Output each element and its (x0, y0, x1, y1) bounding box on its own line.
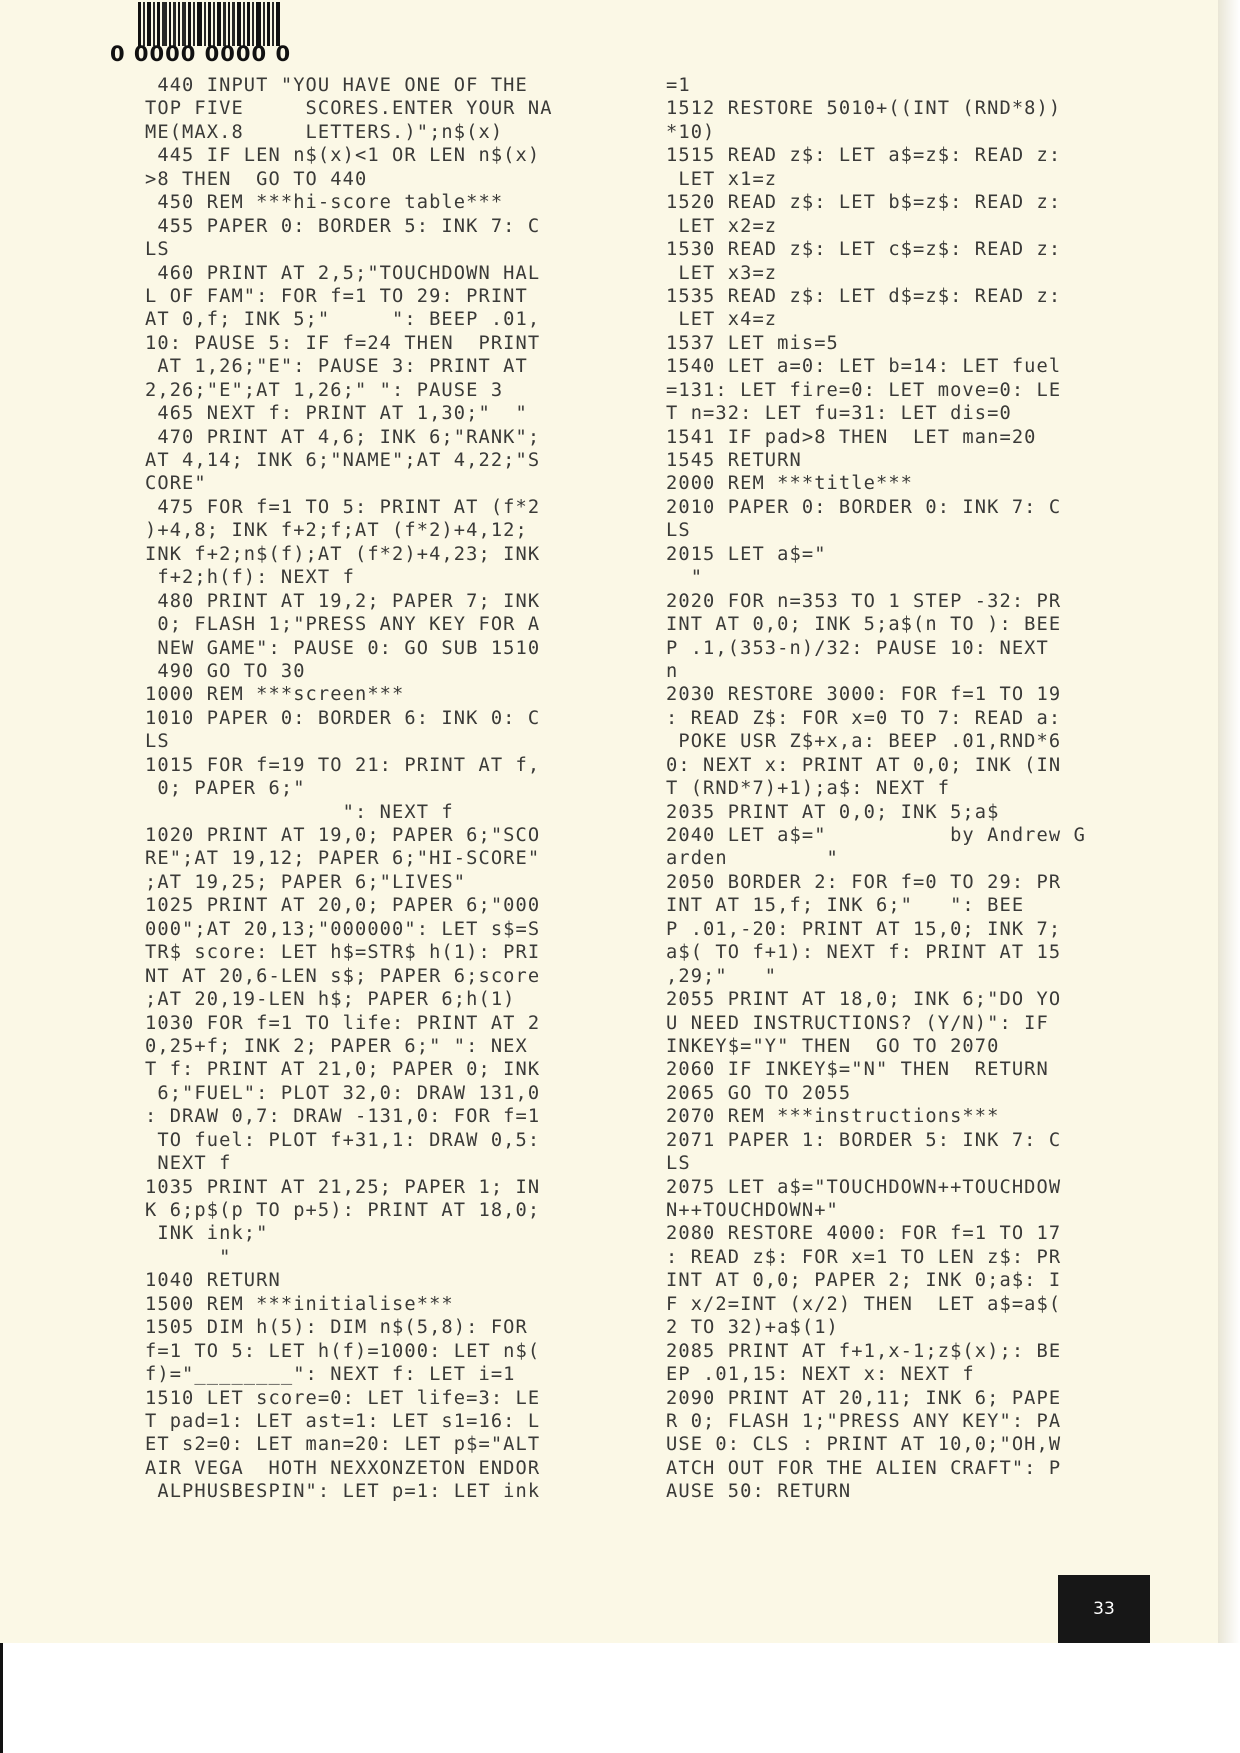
code-line: >8 THEN GO TO 440 (145, 168, 368, 190)
code-line: 6;"FUEL": PLOT 32,0: DRAW 131,0 (145, 1082, 541, 1104)
listing-column-left (145, 74, 625, 1504)
code-line: NEXT f (145, 1153, 232, 1175)
barcode-bar (193, 2, 195, 46)
code-line: LS (666, 1153, 691, 1175)
barcode-bar (197, 2, 202, 46)
scan-edge-line (0, 1643, 3, 1753)
code-line: 10: PAUSE 5: IF f=24 THEN PRINT (145, 332, 541, 354)
barcode-bar (162, 2, 167, 46)
barcode-bar (204, 2, 206, 46)
code-line: 470 PRINT AT 4,6; INK 6;"RANK"; (145, 426, 541, 448)
code-line: )+4,8; INK f+2;f;AT (f*2)+4,12; (145, 520, 528, 542)
code-line: 1010 PAPER 0: BORDER 6: INK 0: C (145, 707, 541, 729)
code-line: T f: PRINT AT 21,0; PAPER 0; INK (145, 1059, 541, 1081)
code-line: INT AT 0,0; PAPER 2; INK 0;a$: I (666, 1270, 1062, 1292)
code-line: 1537 LET mis=5 (666, 332, 839, 354)
code-line: 455 PAPER 0: BORDER 5: INK 7: C (145, 215, 541, 237)
code-line: ME(MAX.8 LETTERS.)";n$(x) (145, 121, 504, 143)
barcode-bar (138, 2, 141, 46)
code-line: 000";AT 20,13;"000000": LET s$=S (145, 918, 541, 940)
code-line: 1035 PRINT AT 21,25; PAPER 1; IN (145, 1176, 541, 1198)
barcode-bar (173, 2, 176, 46)
code-line: 1505 DIM h(5): DIM n$(5,8): FOR (145, 1317, 528, 1339)
code-line: 2090 PRINT AT 20,11; INK 6; PAPE (666, 1387, 1062, 1409)
code-line: 2040 LET a$=" by Andrew G (666, 825, 1086, 846)
code-line: AT 4,14; INK 6;"NAME";AT 4,22;"S (145, 450, 541, 471)
barcode-bar (243, 2, 245, 46)
barcode-bar (232, 2, 235, 46)
code-line: 1020 PRINT AT 19,0; PAPER 6;"SCO (145, 825, 541, 846)
code-line: T (RND*7)+1);a$: NEXT f (666, 778, 951, 800)
code-line: INK f+2;n$(f);AT (f*2)+4,23; INK (145, 543, 541, 565)
code-line: 475 FOR f=1 TO 5: PRINT AT (f*2 (145, 496, 541, 518)
barcode-bar (228, 2, 230, 46)
barcode-bar (247, 2, 250, 46)
barcode-bar (143, 2, 145, 46)
code-line: AIR VEGA HOTH NEXXONZETON ENDOR (145, 1457, 541, 1479)
code-line: 2060 IF INKEY$="N" THEN RETURN (666, 1059, 1049, 1081)
code-line: LET x1=z (666, 168, 778, 190)
barcode-bars (138, 2, 280, 46)
code-line: P .01,-20: PRINT AT 15,0; INK 7; (666, 918, 1062, 940)
barcode-bar (256, 2, 261, 46)
code-line: 1030 FOR f=1 TO life: PRINT AT 2 (145, 1012, 541, 1034)
code-line: 2080 RESTORE 4000: FOR f=1 TO 17 (666, 1223, 1062, 1245)
code-line: 1510 LET score=0: LET life=3: LE (145, 1387, 541, 1409)
code-line: 490 GO TO 30 (145, 660, 306, 682)
code-line: 0,25+f; INK 2; PAPER 6;" ": NEX (145, 1035, 528, 1057)
barcode-bar (252, 2, 254, 46)
code-line: USE 0: CLS : PRINT AT 10,0;"OH,W (666, 1434, 1062, 1456)
code-line: TOP FIVE SCORES.ENTER YOUR NA (145, 98, 553, 120)
code-line: a$( TO f+1): NEXT f: PRINT AT 15 (666, 942, 1062, 964)
code-line: 1015 FOR f=19 TO 21: PRINT AT f, (145, 754, 541, 776)
code-line: 460 PRINT AT 2,5;"TOUCHDOWN HAL (145, 262, 541, 284)
page-edge-shadow (1218, 0, 1240, 1643)
code-line: 2,26;"E";AT 1,26;" ": PAUSE 3 (145, 379, 504, 401)
code-line: 1500 REM ***initialise*** (145, 1293, 454, 1315)
code-line: *10) (666, 121, 716, 143)
code-line: AT 1,26;"E": PAUSE 3: PRINT AT (145, 356, 528, 378)
code-line: RE";AT 19,12; PAPER 6;"HI-SCORE" (145, 848, 541, 870)
code-line: LET x2=z (666, 215, 778, 237)
code-line: 2000 REM ***title*** (666, 473, 914, 495)
code-line: 2030 RESTORE 3000: FOR f=1 TO 19 (666, 684, 1062, 706)
code-line: ET s2=0: LET man=20: LET p$="ALT (145, 1434, 541, 1456)
page-number: 33 (1058, 1575, 1150, 1643)
code-line: 2050 BORDER 2: FOR f=0 TO 29: PR (666, 871, 1062, 893)
code-line: : READ Z$: FOR x=0 TO 7: READ a: (666, 707, 1062, 729)
barcode-bar (182, 2, 186, 46)
code-line: INK ink;" (145, 1223, 269, 1245)
code-line: 1025 PRINT AT 20,0; PAPER 6;"000 (145, 895, 541, 917)
code-line: 2065 GO TO 2055 (666, 1082, 852, 1104)
barcode-bar (188, 2, 191, 46)
barcode-bar (208, 2, 211, 46)
code-line: n (666, 660, 679, 682)
code-line: 1535 READ z$: LET d$=z$: READ z: (666, 285, 1062, 307)
code-line: 0; PAPER 6;" (145, 778, 306, 800)
code-line: 0; FLASH 1;"PRESS ANY KEY FOR A (145, 614, 541, 636)
code-line: =1 (666, 75, 691, 96)
code-line: ,29;" " (666, 965, 778, 987)
code-line: 2020 FOR n=353 TO 1 STEP -32: PR (666, 590, 1062, 612)
code-line: AUSE 50: RETURN (666, 1481, 852, 1503)
code-line: 465 NEXT f: PRINT AT 1,30;" " (145, 403, 528, 425)
code-line: f)="________": NEXT f: LET i=1 (145, 1364, 516, 1386)
code-line: P .1,(353-n)/32: PAUSE 10: NEXT (666, 637, 1049, 659)
barcode-digits: 0 0000 0000 0 (110, 42, 292, 66)
code-line: 1040 RETURN (145, 1270, 281, 1292)
barcode-bar (157, 2, 160, 46)
code-line: R 0; FLASH 1;"PRESS ANY KEY": PA (666, 1410, 1062, 1432)
code-line: 0: NEXT x: PRINT AT 0,0; INK (IN (666, 754, 1062, 776)
code-line: EP .01,15: NEXT x: NEXT f (666, 1364, 975, 1386)
code-line: f+2;h(f): NEXT f (145, 567, 355, 589)
code-line: ;AT 19,25; PAPER 6;"LIVES" (145, 871, 467, 893)
code-line: LS (145, 731, 170, 753)
barcode-bar (178, 2, 180, 46)
code-line: : DRAW 0,7: DRAW -131,0: FOR f=1 (145, 1106, 541, 1128)
code-line: LS (666, 520, 691, 542)
code-line: T n=32: LET fu=31: LET dis=0 (666, 403, 1012, 425)
code-line: 2055 PRINT AT 18,0; INK 6;"DO YO (666, 989, 1062, 1011)
code-line: 2075 LET a$="TOUCHDOWN++TOUCHDOW (666, 1176, 1062, 1198)
code-line: CORE" (145, 473, 207, 495)
code-line: INT AT 15,f; INK 6;" ": BEE (666, 895, 1025, 917)
code-line: LET x4=z (666, 309, 778, 331)
code-line: 1545 RETURN (666, 450, 802, 471)
code-line: 2015 LET a$=" (666, 543, 827, 565)
code-line: " (666, 567, 704, 589)
code-line: 2010 PAPER 0: BORDER 0: INK 7: C (666, 496, 1062, 518)
code-line: 450 REM ***hi-score table*** (145, 192, 504, 214)
barcode-bar (276, 2, 280, 46)
code-line: L OF FAM": FOR f=1 TO 29: PRINT (145, 285, 528, 307)
code-line: INKEY$="Y" THEN GO TO 2070 (666, 1035, 1000, 1057)
code-line: " (145, 1246, 232, 1268)
code-line: TR$ score: LET h$=STR$ h(1): PRI (145, 942, 541, 964)
code-line: N++TOUCHDOWN+" (666, 1200, 839, 1221)
code-line: 1512 RESTORE 5010+((INT (RND*8)) (666, 98, 1062, 120)
code-line: AT 0,f; INK 5;" ": BEEP .01, (145, 309, 541, 331)
barcode-bar (263, 2, 265, 46)
code-line: : READ z$: FOR x=1 TO LEN z$: PR (666, 1246, 1062, 1268)
barcode-bar (223, 2, 226, 46)
code-line: LS (145, 239, 170, 261)
listing-column-right (666, 74, 1146, 1504)
scan-background (0, 1643, 1240, 1753)
code-line: NEW GAME": PAUSE 0: GO SUB 1510 (145, 637, 541, 659)
barcode-bar (217, 2, 221, 46)
code-line: TO fuel: PLOT f+31,1: DRAW 0,5: (145, 1129, 541, 1151)
code-line: 1541 IF pad>8 THEN LET man=20 (666, 426, 1037, 448)
code-line: 440 INPUT "YOU HAVE ONE OF THE (145, 75, 528, 96)
code-line: POKE USR Z$+x,a: BEEP .01,RND*6 (666, 731, 1062, 753)
code-line: 1000 REM ***screen*** (145, 684, 405, 706)
code-line: ALPHUSBESPIN": LET p=1: LET ink (145, 1481, 541, 1503)
code-line: NT AT 20,6-LEN s$; PAPER 6;score (145, 965, 541, 987)
code-line: U NEED INSTRUCTIONS? (Y/N)": IF (666, 1012, 1049, 1034)
code-line: ": NEXT f (145, 801, 454, 823)
code-line: 2035 PRINT AT 0,0; INK 5;a$ (666, 801, 1000, 823)
code-line: 1520 READ z$: LET b$=z$: READ z: (666, 192, 1062, 214)
code-line: 1540 LET a=0: LET b=14: LET fuel (666, 356, 1062, 378)
barcode-bar (213, 2, 215, 46)
code-line: ;AT 20,19-LEN h$; PAPER 6;h(1) (145, 989, 516, 1011)
code-line: K 6;p$(p TO p+5): PRINT AT 18,0; (145, 1200, 541, 1221)
code-line: INT AT 0,0; INK 5;a$(n TO ): BEE (666, 614, 1062, 636)
code-line: arden " (666, 848, 839, 870)
code-line: 2071 PAPER 1: BORDER 5: INK 7: C (666, 1129, 1062, 1151)
code-line: 2 TO 32)+a$(1) (666, 1317, 839, 1339)
code-line: LET x3=z (666, 262, 778, 284)
barcode-bar (272, 2, 274, 46)
code-line: 1530 READ z$: LET c$=z$: READ z: (666, 239, 1062, 261)
code-line: f=1 TO 5: LET h(f)=1000: LET n$( (145, 1340, 541, 1362)
code-line: 2070 REM ***instructions*** (666, 1106, 1000, 1128)
code-line: 480 PRINT AT 19,2; PAPER 7; INK (145, 590, 541, 612)
code-line: ATCH OUT FOR THE ALIEN CRAFT": P (666, 1457, 1062, 1479)
code-line: 1515 READ z$: LET a$=z$: READ z: (666, 145, 1062, 167)
code-line: T pad=1: LET ast=1: LET s1=16: L (145, 1410, 541, 1432)
barcode (110, 2, 292, 66)
barcode-bar (169, 2, 171, 46)
barcode-bar (153, 2, 155, 46)
code-line: F x/2=INT (x/2) THEN LET a$=a$( (666, 1293, 1062, 1315)
code-line: 2085 PRINT AT f+1,x-1;z$(x);: BE (666, 1340, 1062, 1362)
code-line: 445 IF LEN n$(x)<1 OR LEN n$(x) (145, 145, 541, 167)
barcode-bar (237, 2, 241, 46)
code-line: =131: LET fire=0: LET move=0: LE (666, 379, 1062, 401)
barcode-bar (267, 2, 270, 46)
barcode-bar (147, 2, 151, 46)
